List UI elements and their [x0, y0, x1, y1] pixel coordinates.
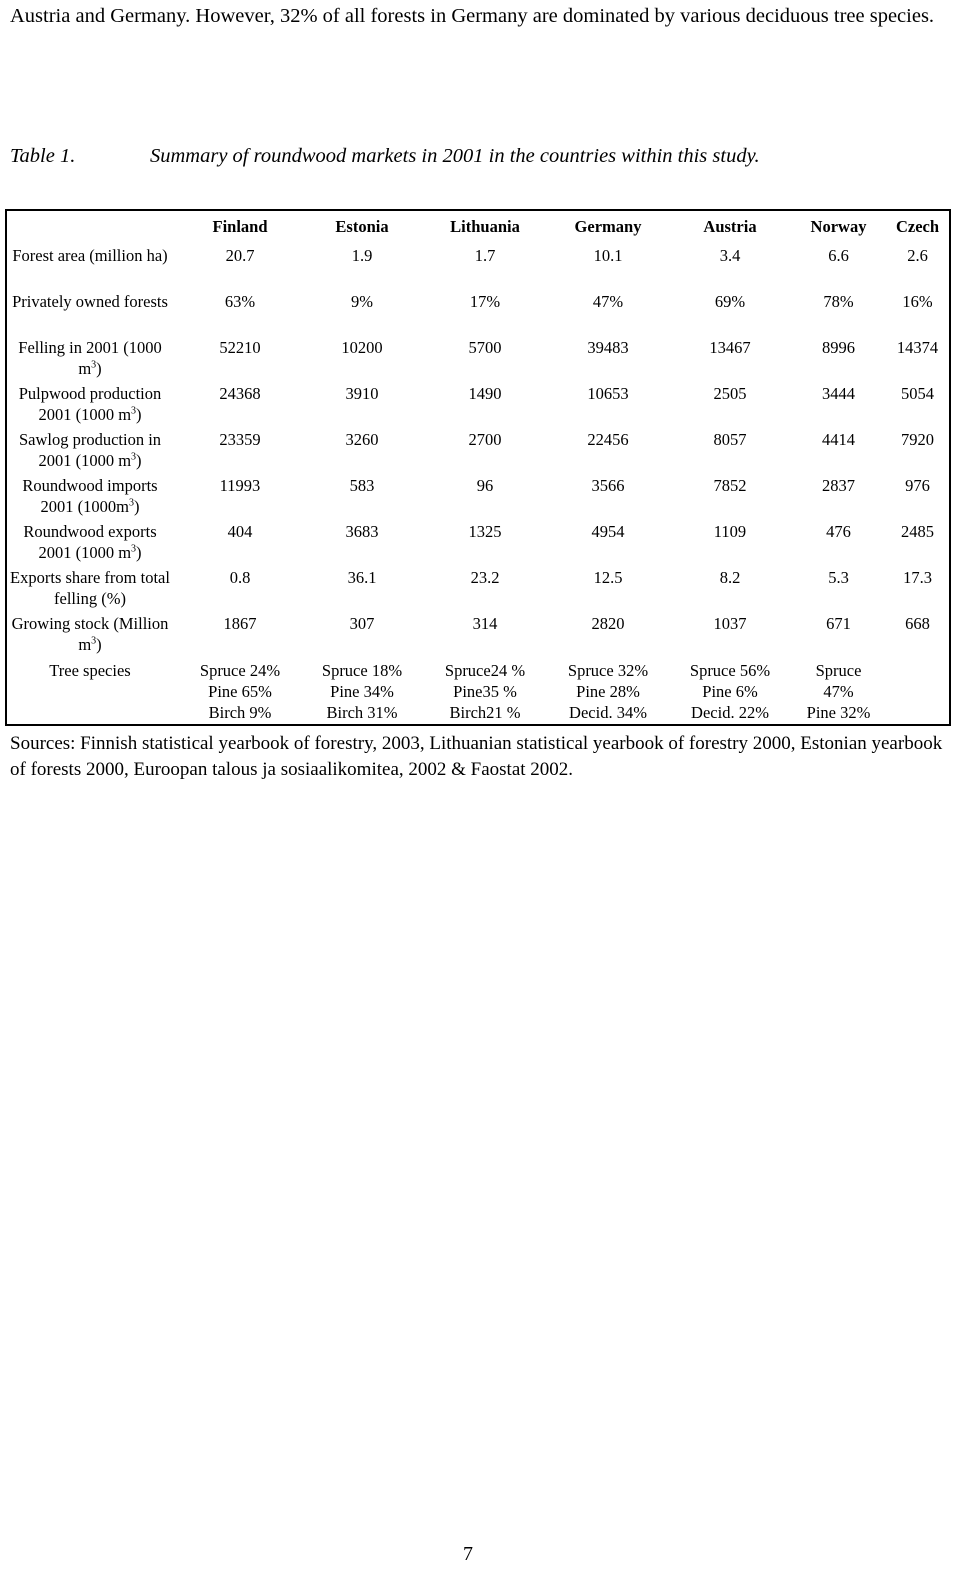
table-cell: 12.5: [593, 568, 623, 587]
table-row: [7, 383, 949, 429]
tree-species-line: Spruce 56%: [689, 661, 771, 680]
row-label-text: Sawlog production in 2001 (1000 m: [18, 430, 162, 470]
row-label-text: Roundwood exports 2001 (1000 m: [23, 522, 157, 562]
tree-species-line: Pine 34%: [330, 682, 394, 701]
tree-species-line: Spruce: [815, 661, 862, 680]
column-header: Austria: [703, 216, 757, 236]
table-cell: 314: [472, 614, 498, 633]
table-cell: 5.3: [828, 568, 849, 587]
table-row: [7, 475, 949, 521]
tree-species-line: Decid. 22%: [691, 703, 769, 722]
table-body: [7, 241, 949, 724]
roundwood-markets-table: [7, 211, 949, 724]
row-label: [7, 383, 179, 429]
row-label-text: Forest area (million ha): [12, 246, 168, 265]
row-label-text: Growing stock (Million m: [11, 614, 169, 654]
table-row: [7, 429, 949, 475]
table-row: [7, 567, 949, 613]
table-cell: 3910: [345, 384, 379, 403]
table-cell: 6.6: [828, 246, 849, 265]
tree-species-line: Spruce 32%: [567, 661, 649, 680]
table-cell: 17%: [469, 292, 501, 311]
row-label: [7, 567, 179, 613]
table-cell: 23.2: [470, 568, 500, 587]
roundwood-table-frame: [5, 209, 951, 726]
table-cell: 2485: [901, 522, 934, 541]
table-cell: 13467: [709, 338, 751, 357]
table-row: [7, 291, 949, 337]
row-label: [7, 521, 179, 567]
row-label-superscript: 3: [91, 635, 97, 647]
table-caption-text: Summary of roundwood markets in 2001 in the countries within this study.: [150, 145, 760, 167]
column-header: Finland: [212, 216, 268, 236]
tree-species-line: Pine35 %: [453, 682, 517, 701]
sources-note: Sources: Finnish statistical yearbook of forestry, 2003, Lithuanian statistical yearbook of forestry 2000, Estonian yearbook of forests 2000, Euroopan talous ja sosiaalikomitea, 2002 & Faostat 2002.: [10, 733, 943, 780]
table-cell: 1.7: [474, 246, 496, 265]
tree-species-cell: [423, 659, 547, 724]
tree-species-cell: [179, 659, 301, 724]
row-label-superscript: 3: [131, 451, 137, 463]
table-cell: 22456: [587, 430, 629, 449]
row-label-suffix: ): [133, 497, 140, 516]
tree-species-line: Birch 31%: [326, 703, 398, 722]
tree-species-line: Spruce24 %: [444, 661, 526, 680]
row-label-superscript: 3: [91, 359, 97, 371]
table-cell: 39483: [587, 338, 629, 357]
table-cell: 307: [349, 614, 375, 633]
table-cell: 1.9: [351, 246, 373, 265]
table-cell: 976: [905, 476, 930, 495]
tree-species-line: Pine 65%: [208, 682, 272, 701]
table-cell: 14374: [896, 338, 939, 357]
row-label-suffix: ): [96, 635, 102, 654]
tree-species-line: Pine 32%: [806, 703, 871, 722]
row-label-text: Felling in 2001 (1000 m: [18, 338, 162, 378]
table-row-tree-species: [7, 659, 949, 724]
table-cell: 47%: [592, 292, 624, 311]
table-caption-label: Table 1.: [10, 145, 76, 167]
table-cell: 1325: [468, 522, 502, 541]
table-cell: 8057: [713, 430, 747, 449]
header-empty-cell: [7, 211, 179, 241]
table-cell: 52210: [219, 338, 261, 357]
row-label: [7, 337, 179, 383]
row-label-suffix: ): [96, 359, 102, 378]
table-row: [7, 521, 949, 567]
tree-species-cell: [791, 659, 886, 724]
table-cell: 69%: [714, 292, 746, 311]
row-label: [7, 475, 179, 521]
row-label-text: Roundwood imports 2001 (1000m: [22, 476, 158, 516]
table-cell: 3.4: [719, 246, 741, 265]
tree-species-line: Birch21 %: [449, 703, 521, 722]
column-header: Czech: [895, 216, 940, 236]
table-cell: 671: [826, 614, 851, 633]
table-cell: 2700: [468, 430, 502, 449]
column-header: Germany: [574, 216, 642, 236]
table-row: [7, 337, 949, 383]
table-cell: 404: [227, 522, 253, 541]
row-label-superscript: 3: [131, 543, 137, 555]
row-label-suffix: ): [136, 451, 142, 470]
row-label: [7, 613, 179, 659]
table-cell: 78%: [823, 292, 854, 311]
column-header: Lithuania: [450, 216, 520, 236]
table-cell: 7920: [901, 430, 934, 449]
tree-species-cell: [301, 659, 423, 724]
tree-species-line: Birch 9%: [208, 703, 272, 722]
tree-species-line: Pine 28%: [576, 682, 640, 701]
column-header: Norway: [810, 216, 867, 236]
tree-species-cell: [669, 659, 791, 724]
table-cell: 10200: [341, 338, 383, 357]
tree-species-cell: [547, 659, 669, 724]
table-cell: 10653: [587, 384, 629, 403]
table-cell: 3683: [345, 522, 379, 541]
table-cell: 4414: [822, 430, 855, 449]
table-cell: 10.1: [593, 246, 623, 265]
tree-species-line: Pine 6%: [702, 682, 758, 701]
row-label: [7, 241, 179, 291]
table-cell: 2505: [713, 384, 747, 403]
table-cell: 63%: [224, 292, 256, 311]
table-cell: 17.3: [903, 568, 932, 587]
table-cell: 8.2: [719, 568, 741, 587]
row-label: [7, 291, 179, 337]
table-cell: 5700: [468, 338, 502, 357]
row-label-superscript: 3: [128, 497, 134, 509]
tree-species-line: Decid. 34%: [569, 703, 647, 722]
column-header: Estonia: [335, 216, 389, 236]
table-cell: 2820: [591, 614, 625, 633]
table-cell: 1490: [468, 384, 502, 403]
table-cell: 11993: [219, 476, 261, 495]
table-cell: 4954: [591, 522, 625, 541]
table-cell: 8996: [822, 338, 855, 357]
tree-species-line: Spruce 18%: [321, 661, 403, 680]
table-cell: 16%: [902, 292, 933, 311]
row-label-suffix: ): [136, 405, 142, 424]
tree-species-line: Spruce 24%: [199, 661, 281, 680]
row-label-text: Exports share from total felling (%): [10, 568, 170, 608]
row-label-text: Pulpwood production 2001 (1000 m: [18, 384, 162, 424]
tree-species-line: 47%: [823, 682, 854, 701]
table-cell: 96: [476, 476, 494, 495]
table-cell: 24368: [219, 384, 261, 403]
table-cell: 1867: [223, 614, 257, 633]
table-cell: 36.1: [347, 568, 377, 587]
table-cell: 1109: [713, 522, 747, 541]
table-cell: 0.8: [229, 568, 251, 587]
table-cell: 5054: [901, 384, 934, 403]
table-cell: 9%: [351, 292, 373, 311]
row-label-text: Privately owned forests: [12, 292, 168, 311]
table-cell: 3260: [345, 430, 379, 449]
table-header-row: [7, 211, 949, 241]
page-number: 7: [463, 1543, 473, 1565]
table-cell: 2837: [822, 476, 855, 495]
table-row: [7, 613, 949, 659]
table-cell: 476: [826, 522, 851, 541]
table-cell: 7852: [713, 476, 747, 495]
table-cell: 23359: [219, 430, 261, 449]
table-cell: 2.6: [907, 246, 928, 265]
table-row: [7, 241, 949, 291]
table-cell: 20.7: [225, 246, 255, 265]
intro-paragraph: Austria and Germany. However, 32% of all forests in Germany are dominated by various deciduous tree species.: [10, 5, 935, 27]
table-caption: [10, 145, 760, 168]
table-cell: 1037: [713, 614, 747, 633]
table-cell: 668: [905, 614, 930, 633]
table-cell: 3566: [591, 476, 625, 495]
table-cell: 583: [349, 476, 375, 495]
row-label-suffix: ): [136, 543, 142, 562]
row-label: [7, 429, 179, 475]
row-label-superscript: 3: [131, 405, 137, 417]
row-label: Tree species: [49, 661, 131, 680]
table-cell: 3444: [822, 384, 855, 403]
tree-species-cell: [886, 659, 949, 724]
